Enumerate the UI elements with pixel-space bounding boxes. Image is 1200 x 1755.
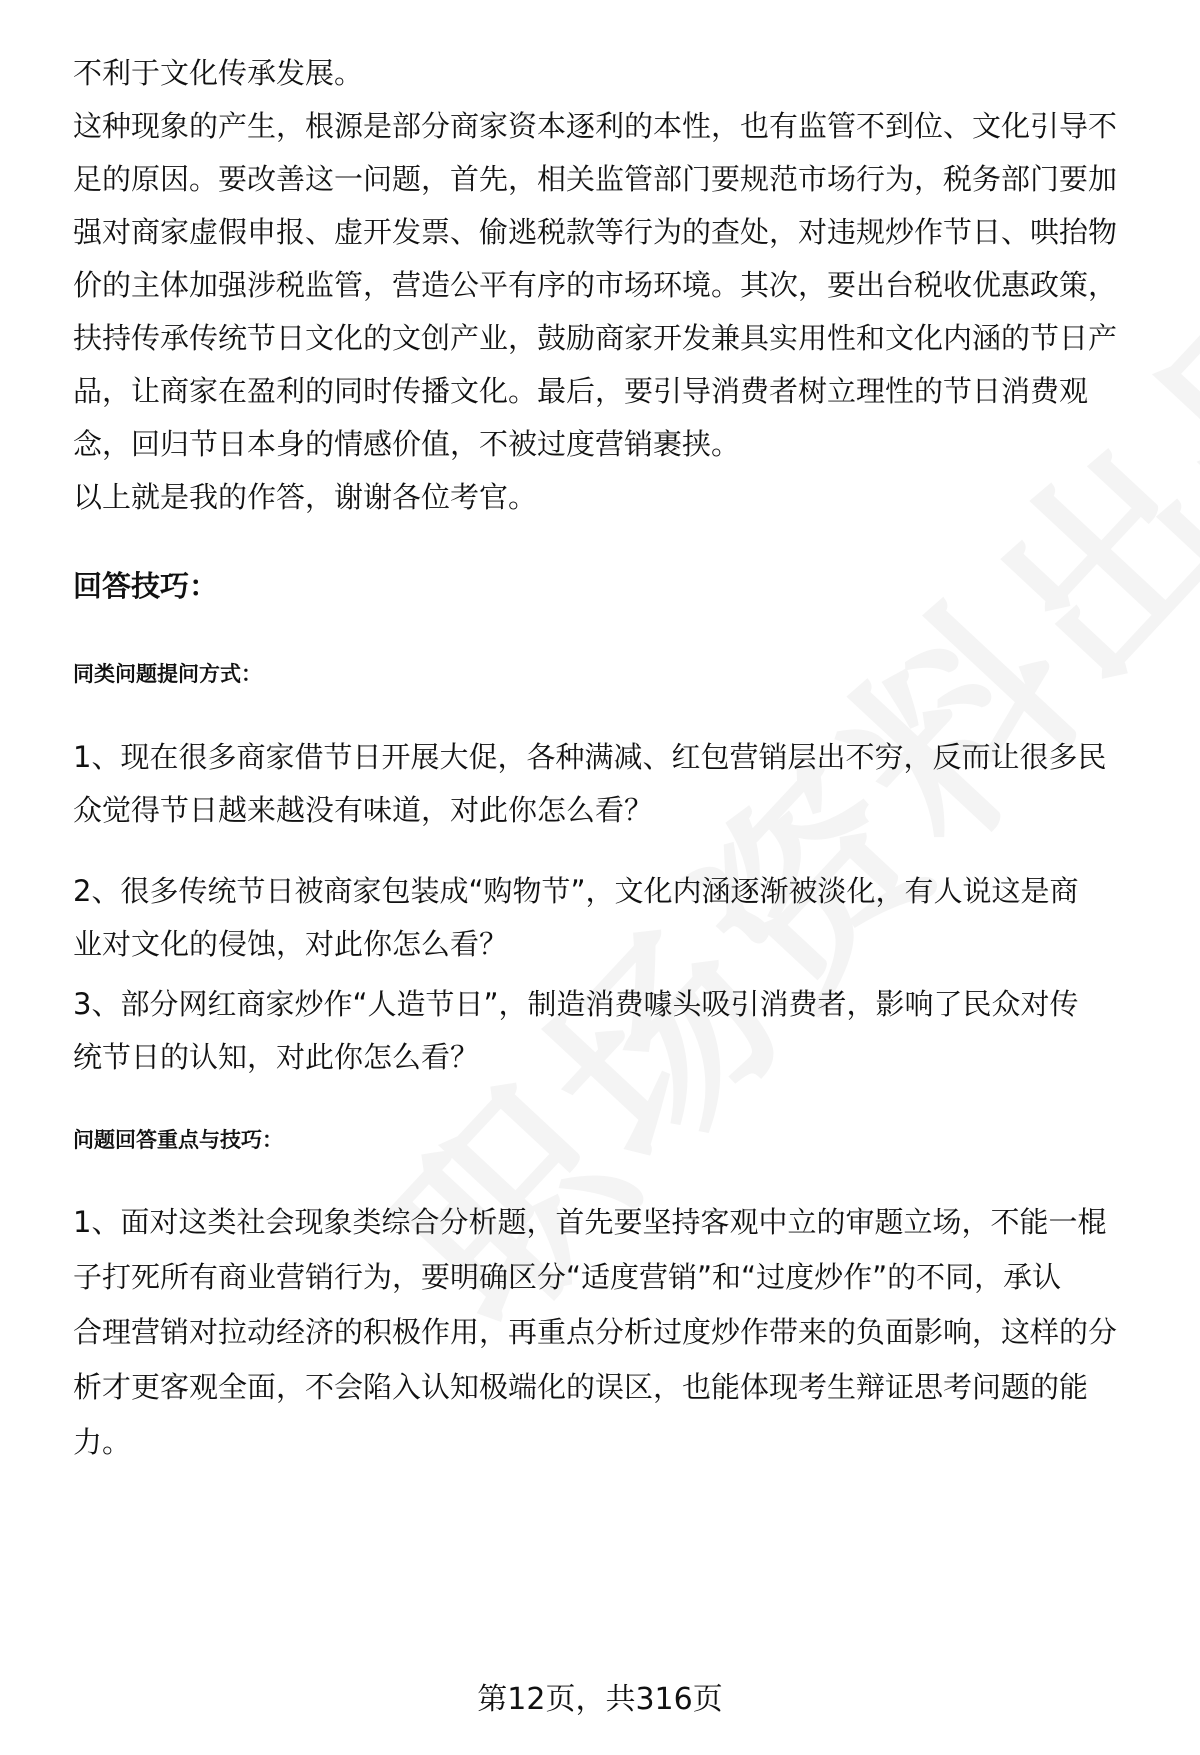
subsection-title: 同类问题提问方式： — [73, 662, 262, 686]
tip-line: 析才更客观全面，不会陷入认知极端化的误区，也能体现考生辩证思考问题的能 — [73, 1370, 1089, 1404]
page-number: 第12页，共316页 — [477, 1682, 723, 1717]
tip-line: 力。 — [73, 1425, 132, 1459]
body-line: 以上就是我的作答，谢谢各位考官。 — [73, 480, 538, 514]
tip-line: 子打死所有商业营销行为，要明确区分“适度营销”和“过度炒作”的不同，承认 — [73, 1260, 1062, 1294]
question-line: 1、现在很多商家借节日开展大促，各种满减、红包营销层出不穷，反而让很多民 — [73, 740, 1107, 774]
tip-line: 1、面对这类社会现象类综合分析题，首先要坚持客观中立的审题立场，不能一棍 — [73, 1205, 1107, 1239]
body-line: 强对商家虚假申报、虚开发票、偷逃税款等行为的查处，对违规炒作节日、哄抬物 — [73, 215, 1118, 249]
subsection-title: 问题回答重点与技巧： — [73, 1128, 283, 1152]
body-line: 足的原因。要改善这一问题，首先，相关监管部门要规范市场行为，税务部门要加 — [73, 162, 1118, 196]
body-line: 价的主体加强涉税监管，营造公平有序的市场环境。其次，要出台税收优惠政策， — [73, 268, 1118, 302]
question-line: 统节日的认知，对此你怎么看？ — [73, 1040, 480, 1074]
question-line: 2、很多传统节日被商家包装成“购物节”，文化内涵逐渐被淡化，有人说这是商 — [73, 874, 1079, 908]
body-line: 扶持传承传统节日文化的文创产业，鼓励商家开发兼具实用性和文化内涵的节日产 — [73, 321, 1118, 355]
body-line: 不利于文化传承发展。 — [73, 56, 364, 90]
body-line: 这种现象的产生，根源是部分商家资本逐利的本性，也有监管不到位、文化引导不 — [73, 109, 1118, 143]
tip-line: 合理营销对拉动经济的积极作用，再重点分析过度炒作带来的负面影响，这样的分 — [73, 1315, 1118, 1349]
question-line: 众觉得节日越来越没有味道，对此你怎么看？ — [73, 793, 654, 827]
body-line: 念，回归节日本身的情感价值，不被过度营销裹挟。 — [73, 427, 741, 461]
question-line: 3、部分网红商家炒作“人造节日”，制造消费噱头吸引消费者，影响了民众对传 — [73, 987, 1079, 1021]
section-title: 回答技巧： — [73, 569, 219, 603]
body-line: 品，让商家在盈利的同时传播文化。最后，要引导消费者树立理性的节日消费观 — [73, 374, 1089, 408]
question-line: 业对文化的侵蚀，对此你怎么看？ — [73, 927, 509, 961]
